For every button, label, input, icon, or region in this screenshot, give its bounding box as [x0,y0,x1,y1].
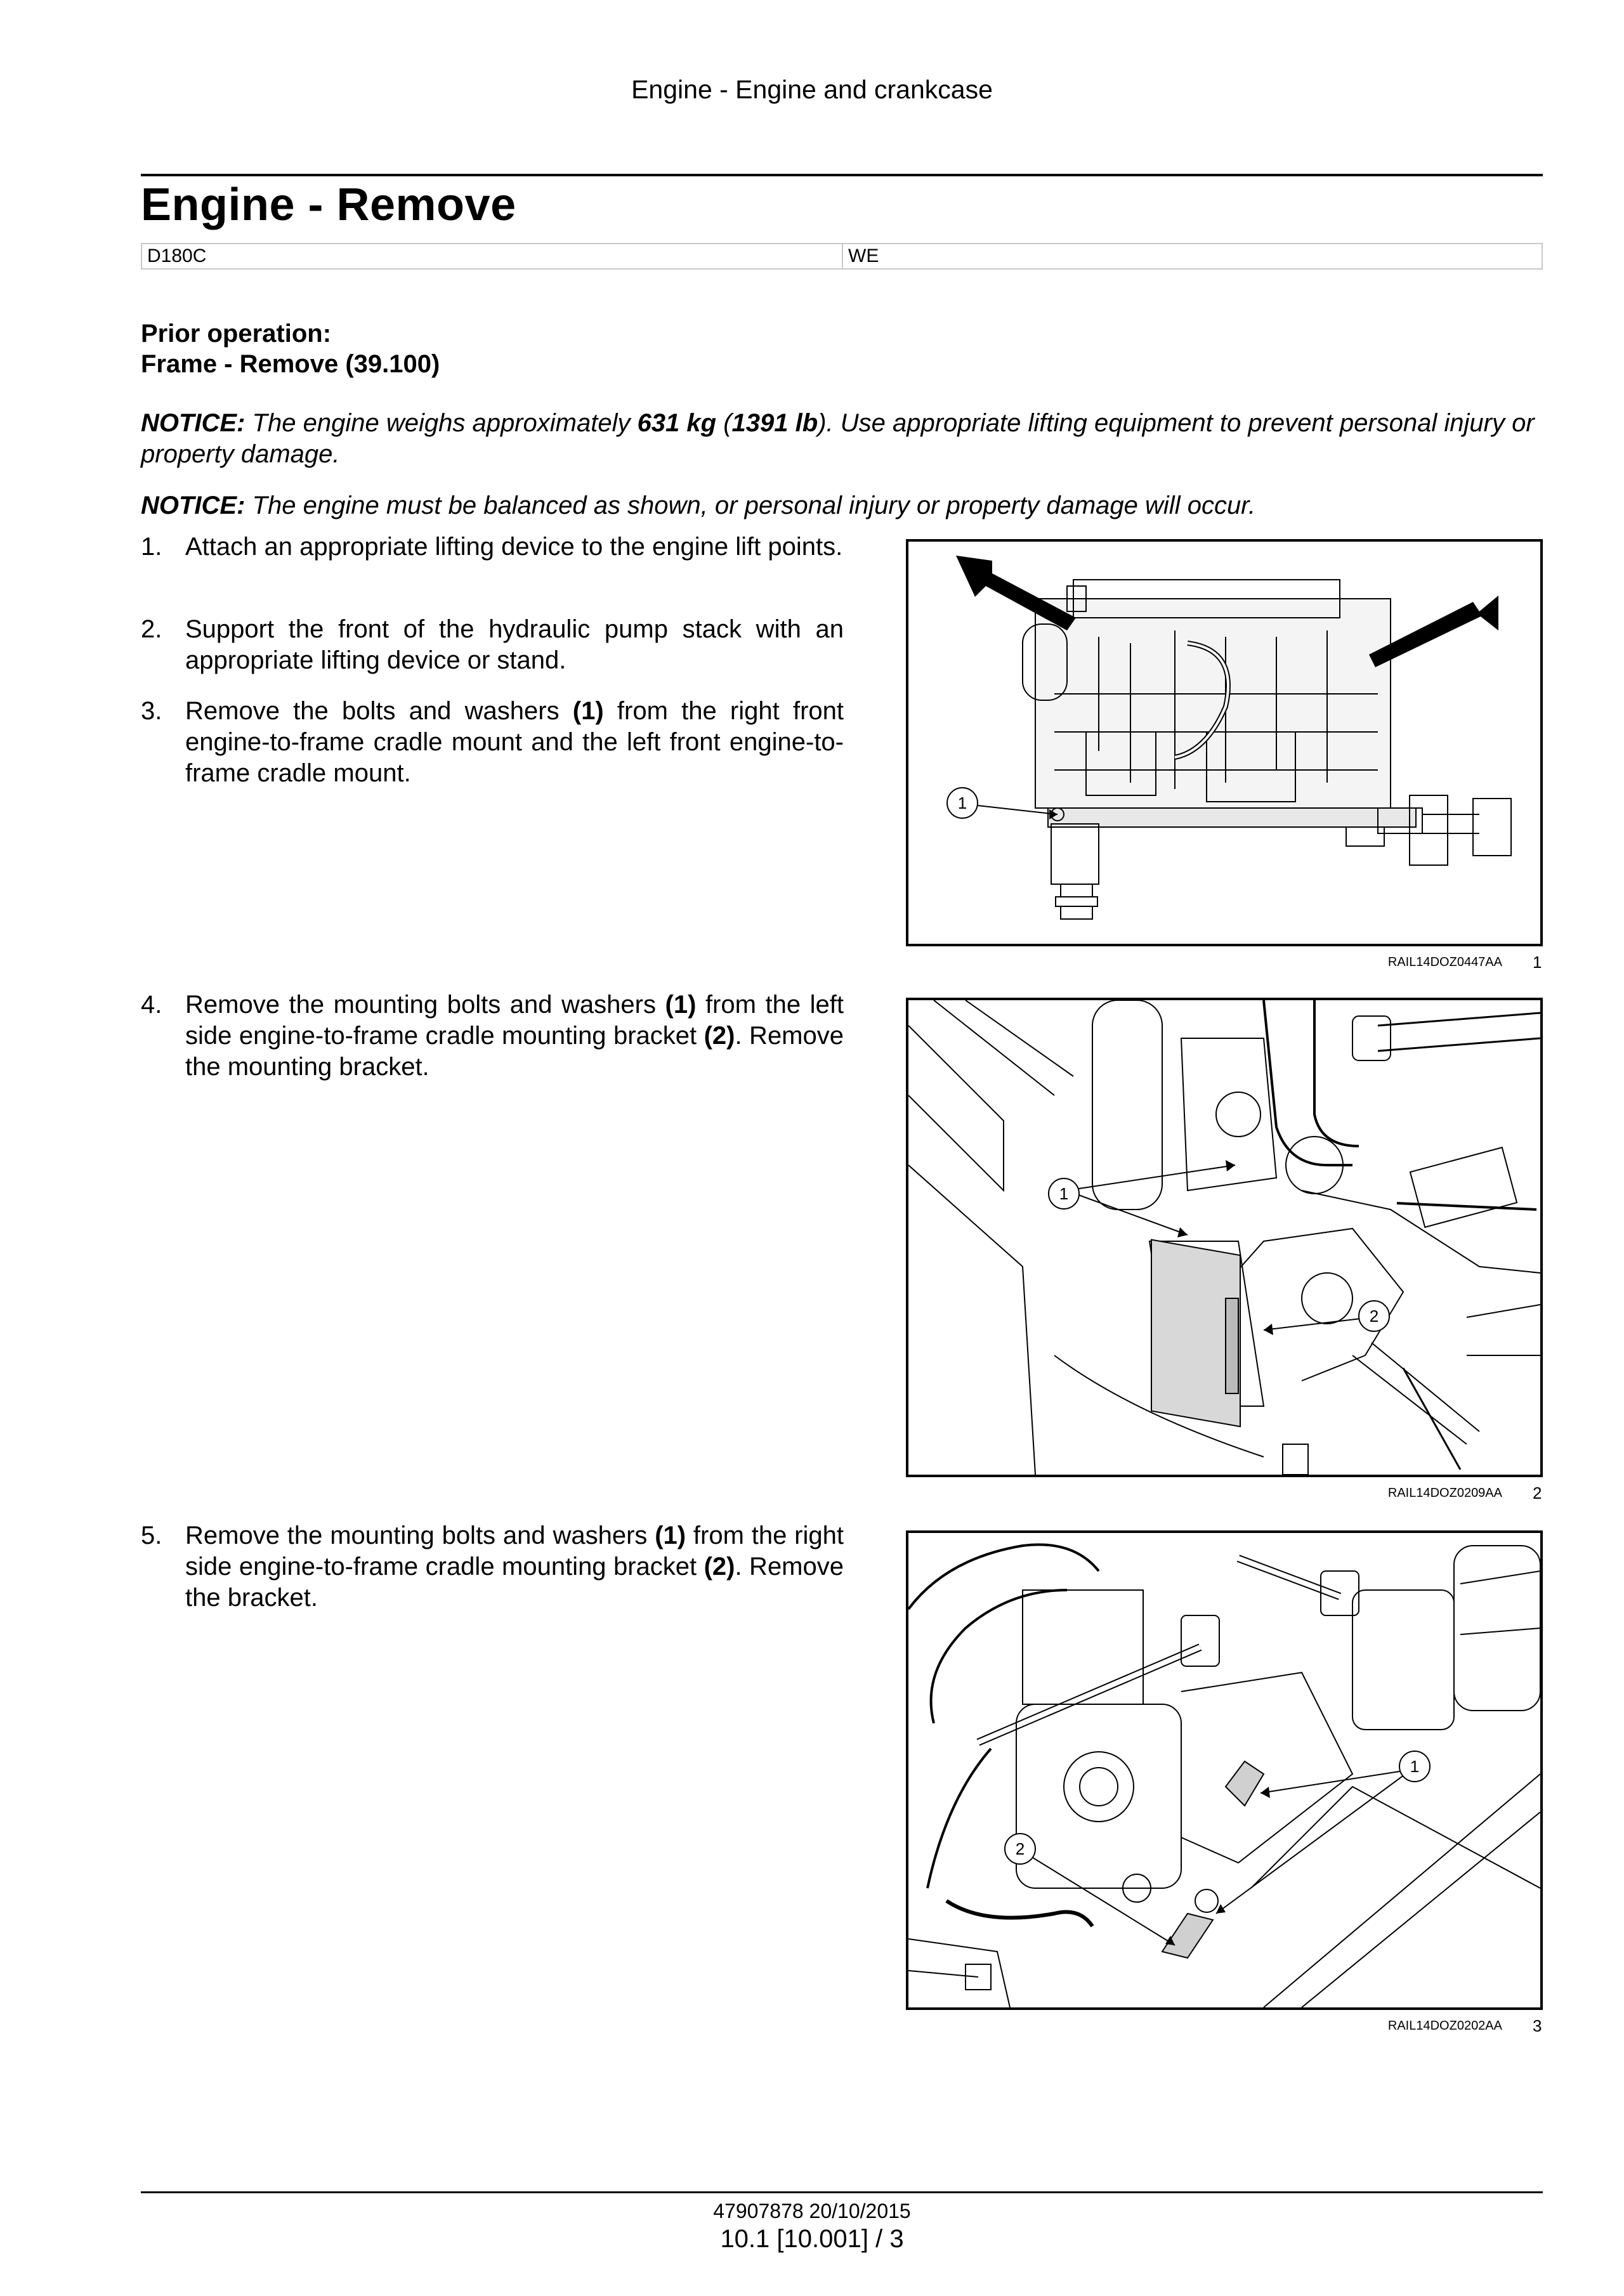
engine-illustration [908,542,1540,944]
weight-kg: 631 kg [637,409,717,437]
model-table [141,243,1543,270]
prior-operation-link[interactable]: Frame - Remove (39.100) [141,350,440,378]
notice-label: NOTICE: [141,409,246,437]
footer-page-number: 10.1 [10.001] / 3 [720,2225,904,2253]
right-bracket-illustration [908,1533,1540,2007]
notice-label: NOTICE: [141,492,246,519]
figure-1-engine-lift [906,539,1543,946]
page-title: Engine - Remove [141,179,516,230]
footer-doc-id: 47907878 20/10/2015 [713,2200,911,2222]
prior-operation [141,318,440,379]
figure-3-caption: RAIL14DOZ0202AA [1387,2019,1502,2033]
step-2: 2. Support the front of the hydraulic pump stack with an appropriate lifting device or stand. [141,615,844,674]
figure-1-number: 1 [1533,953,1542,972]
svg-text:2: 2 [1369,1307,1379,1326]
figure-2-number: 2 [1533,1484,1542,1503]
figure-2-left-bracket [906,998,1543,1477]
model-cell: D180C [141,244,842,269]
notice-balance: NOTICE: The engine must be balanced as shown, or personal injury or property damage will occur. [141,492,1256,519]
step-3: 3. Remove the bolts and washers (1) from the right front engine-to-frame cradle mount and the left front engine-to-frame cradle mount. [141,697,844,787]
running-header: Engine - Engine and crankcase [631,75,993,104]
step-1: 1. Attach an appropriate lifting device to the engine lift points. [141,533,843,561]
figure-1-caption: RAIL14DOZ0447AA [1387,955,1502,969]
svg-text:1: 1 [1410,1757,1420,1776]
svg-text:1: 1 [1059,1184,1069,1203]
footer-rule [141,2191,1543,2193]
prior-operation-label: Prior operation: [141,320,332,348]
title-rule [141,174,1543,176]
step-5: 5. Remove the mounting bolts and washers (1) from the right side engine-to-frame cradle mounting bracket (2). Remove the bracket. [141,1522,844,1612]
step-4: 4. Remove the mounting bolts and washers (1) from the left side engine-to-frame cradle mounting bracket (2). Remove the mounting bracket. [141,991,844,1081]
figure-3-right-bracket [906,1530,1543,2010]
weight-lb: 1391 lb [731,409,818,437]
market-cell: WE [842,244,1542,269]
left-bracket-illustration [908,1000,1540,1475]
figure-2-caption: RAIL14DOZ0209AA [1387,1486,1502,1500]
figure-3-number: 3 [1533,2016,1542,2035]
svg-text:2: 2 [1015,1839,1025,1858]
notice-weight: NOTICE: The engine weighs approximately 631 kg (1391 lb). Use appropriate lifting equipment to prevent personal injury or property damage. [141,409,1535,468]
svg-text:1: 1 [957,793,967,812]
